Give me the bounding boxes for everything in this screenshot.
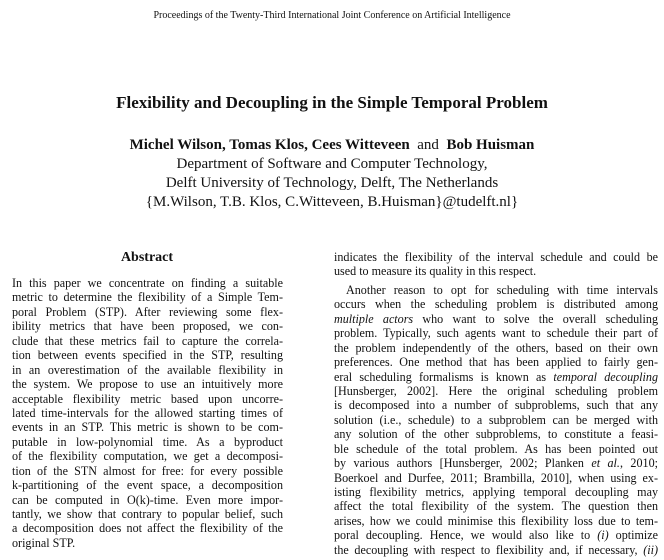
abstract-line: lated time-intervals for the allowed starting times of bbox=[12, 405, 283, 420]
body-line: solution (i.e., schedule) to a subproblem can be merged with bbox=[334, 412, 658, 427]
body-line: ble schedule of the total problem. As has been pointed out bbox=[334, 441, 658, 456]
emphasis: multiple actors bbox=[334, 311, 414, 326]
abstract-line: putable in low-polynomial time. As a byproduct bbox=[12, 434, 283, 449]
abstract-line: k-partitioning of the event space, a decomposition bbox=[12, 478, 283, 493]
affiliation-department: Department of Software and Computer Technology, bbox=[176, 156, 488, 172]
body-text: optimize bbox=[608, 528, 658, 543]
abstract-body bbox=[12, 276, 283, 550]
body-line: used to measure its quality in this respect. bbox=[334, 264, 537, 279]
abstract-line: tion between events specified in the STP, resulting bbox=[12, 348, 283, 363]
body-line: Another reason to opt for scheduling with time intervals bbox=[346, 282, 658, 297]
abstract-line: clude that these metrics fail to capture the correla- bbox=[12, 333, 283, 348]
paper-title: Flexibility and Decoupling in the Simple Temporal Problem bbox=[116, 93, 548, 112]
body-line bbox=[334, 528, 658, 542]
abstract-heading: Abstract bbox=[120, 250, 174, 265]
authors-main: Michel Wilson, Tomas Klos, Cees Witteveen bbox=[129, 137, 410, 153]
abstract-line: can be computed in O(k)-time. Even more impor- bbox=[12, 492, 283, 507]
body-text: the decoupling with respect to flexibility and, if necessary, bbox=[334, 542, 644, 557]
author-emails: {M.Wilson, T.B. Klos, C.Witteveen, B.Huisman}@tudelft.nl} bbox=[145, 194, 519, 210]
abstract-line: In this paper we concentrate on finding a suitable bbox=[12, 276, 283, 290]
body-line bbox=[334, 370, 658, 384]
abstract-line: poral Problem (STP). After reviewing some flex- bbox=[12, 304, 283, 319]
body-line bbox=[334, 543, 658, 557]
emphasis: et al. bbox=[591, 456, 620, 471]
body-line: [Hunsberger, 2002]. Here the original scheduling problem bbox=[334, 383, 658, 398]
abstract-line: events in an STP. This metric is shown to be com- bbox=[12, 420, 283, 435]
body-line: is decomposed into a number of subproblems, such that any bbox=[334, 398, 658, 413]
body-line: affect the total flexibility of the system. The question then bbox=[334, 499, 658, 514]
body-line: isting flexibility metrics, applying temporal decoupling may bbox=[334, 485, 658, 499]
body-line: Boerkoel and Durfee, 2011; Brambilla, 2010], when using ex- bbox=[334, 470, 658, 485]
body-line: any solution of the other subproblems, to constitute a feasi- bbox=[334, 427, 658, 442]
emphasis: (i) bbox=[597, 528, 609, 543]
body-text: who want to solve the overall scheduling bbox=[413, 311, 658, 326]
body-text: , 2010; bbox=[619, 456, 658, 471]
affiliation-university: Delft University of Technology, Delft, The Netherlands bbox=[165, 175, 499, 191]
body-text: eral scheduling formalisms is known as bbox=[334, 369, 554, 384]
abstract-line: in an overestimation of the available flexibility in bbox=[12, 362, 283, 377]
abstract-line: acceptable flexibility metric based upon uncorre- bbox=[12, 391, 283, 406]
abstract-line: the system. We propose to use an intuitively more bbox=[12, 377, 283, 392]
emphasis: (ii) bbox=[643, 542, 658, 557]
abstract-line: original STP. bbox=[12, 535, 76, 550]
abstract-line: tion of the STN almost for free: for every possible bbox=[12, 463, 283, 478]
body-text: poral decoupling. Hence, we would also like to bbox=[334, 528, 598, 543]
abstract-line: a decomposition does not affect the flexibility of the bbox=[12, 521, 283, 536]
authors-and: and bbox=[417, 137, 439, 153]
body-line: indicates the flexibility of the interval schedule and could be bbox=[334, 250, 658, 264]
body-text-right-column bbox=[334, 250, 658, 557]
abstract-line: tantly, we show that contrary to popular belief, such bbox=[12, 507, 283, 521]
body-text: by various authors [Hunsberger, 2002; Planken bbox=[334, 456, 592, 471]
body-line: the problem independently of the others, based on their own bbox=[334, 340, 658, 355]
body-line: arises, how we could minimise this flexibility loss due to tem- bbox=[334, 513, 658, 528]
author-list bbox=[0, 137, 664, 154]
body-line: preferences. One method that has been applied to fairly gen- bbox=[334, 355, 658, 370]
body-line: occurs when the scheduling problem is distributed among bbox=[334, 297, 658, 312]
abstract-line: of the flexibility computation, we get a decomposi- bbox=[12, 449, 283, 464]
body-line: problem. Typically, such agents want to schedule their part of bbox=[334, 326, 658, 341]
emphasis: temporal decoupling bbox=[553, 369, 658, 384]
abstract-line: metric to determine the flexibility of a Simple Tem- bbox=[12, 290, 283, 305]
abstract-line: ibility metrics that have been proposed, we con- bbox=[12, 319, 283, 334]
authors-last: Bob Huisman bbox=[446, 137, 535, 153]
proceedings-header: Proceedings of the Twenty-Third International Joint Conference on Artificial Intelligence bbox=[153, 10, 511, 21]
body-line bbox=[334, 312, 658, 326]
body-line bbox=[334, 456, 658, 470]
